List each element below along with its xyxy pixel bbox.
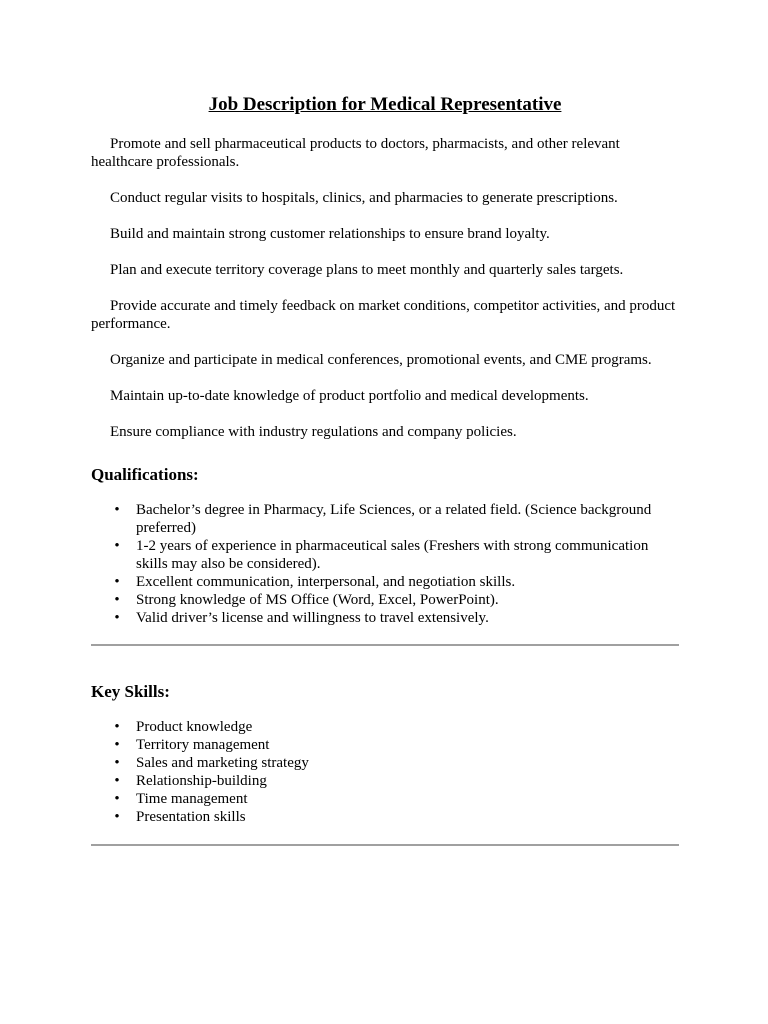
skill-text: Territory management: [136, 737, 270, 753]
duty-paragraph: Conduct regular visits to hospitals, clinics, and pharmacies to generate prescriptions.: [110, 190, 618, 206]
duty-paragraph: Plan and execute territory coverage plans to meet monthly and quarterly sales targets.: [110, 262, 624, 278]
skill-text: Relationship-building: [136, 773, 267, 789]
skill-item: [91, 754, 679, 772]
qualification-item: [91, 591, 679, 609]
bullet-icon: •: [114, 592, 120, 608]
duty-paragraph: Build and maintain strong customer relationships to ensure brand loyalty.: [110, 226, 550, 242]
qualification-item: [91, 609, 679, 627]
duty-paragraph: Organize and participate in medical conferences, promotional events, and CME programs.: [110, 352, 652, 368]
skill-text: Time management: [136, 791, 248, 807]
bullet-icon: •: [114, 502, 120, 518]
bullet-icon: •: [114, 719, 120, 735]
bullet-icon: •: [114, 755, 120, 771]
skill-item: [91, 736, 679, 754]
key-skills-list: [91, 718, 679, 826]
document-page: [91, 92, 679, 846]
bullet-icon: •: [114, 773, 120, 789]
duty-paragraph: Provide accurate and timely feedback on market conditions, competitor activities, and product performance.: [91, 298, 676, 332]
qualification-item: [91, 501, 679, 537]
duty-paragraph: Ensure compliance with industry regulations and company policies.: [110, 424, 517, 440]
qualifications-list: [91, 501, 679, 627]
skill-item: [91, 790, 679, 808]
bullet-icon: •: [114, 791, 120, 807]
section-divider: [91, 644, 679, 646]
key-skills-heading: Key Skills:: [91, 682, 170, 701]
skill-item: [91, 718, 679, 736]
qualification-text: Excellent communication, interpersonal, and negotiation skills.: [136, 574, 516, 590]
duty-paragraph: Promote and sell pharmaceutical products to doctors, pharmacists, and other relevant healthcare professionals.: [91, 136, 620, 170]
qualification-text: Valid driver’s license and willingness to travel extensively.: [136, 610, 489, 626]
skill-text: Product knowledge: [136, 719, 253, 735]
qualification-text: 1-2 years of experience in pharmaceutical sales (Freshers with strong communication skills may also be considered).: [136, 538, 649, 572]
bullet-icon: •: [114, 610, 120, 626]
section-divider: [91, 844, 679, 846]
skill-text: Sales and marketing strategy: [136, 755, 309, 771]
document-title: Job Description for Medical Representative: [208, 94, 562, 115]
skill-item: [91, 772, 679, 790]
bullet-icon: •: [114, 737, 120, 753]
duties-section: [91, 135, 679, 441]
qualification-text: Strong knowledge of MS Office (Word, Excel, PowerPoint).: [136, 592, 499, 608]
qualifications-heading: Qualifications:: [91, 465, 199, 484]
skill-text: Presentation skills: [136, 809, 246, 825]
qualification-item: [91, 573, 679, 591]
skill-item: [91, 808, 679, 826]
bullet-icon: •: [114, 538, 120, 554]
qualification-item: [91, 537, 679, 573]
duty-paragraph: Maintain up-to-date knowledge of product portfolio and medical developments.: [110, 388, 589, 404]
qualification-text: Bachelor’s degree in Pharmacy, Life Sciences, or a related field. (Science background preferred): [136, 502, 652, 536]
bullet-icon: •: [114, 574, 120, 590]
bullet-icon: •: [114, 809, 120, 825]
